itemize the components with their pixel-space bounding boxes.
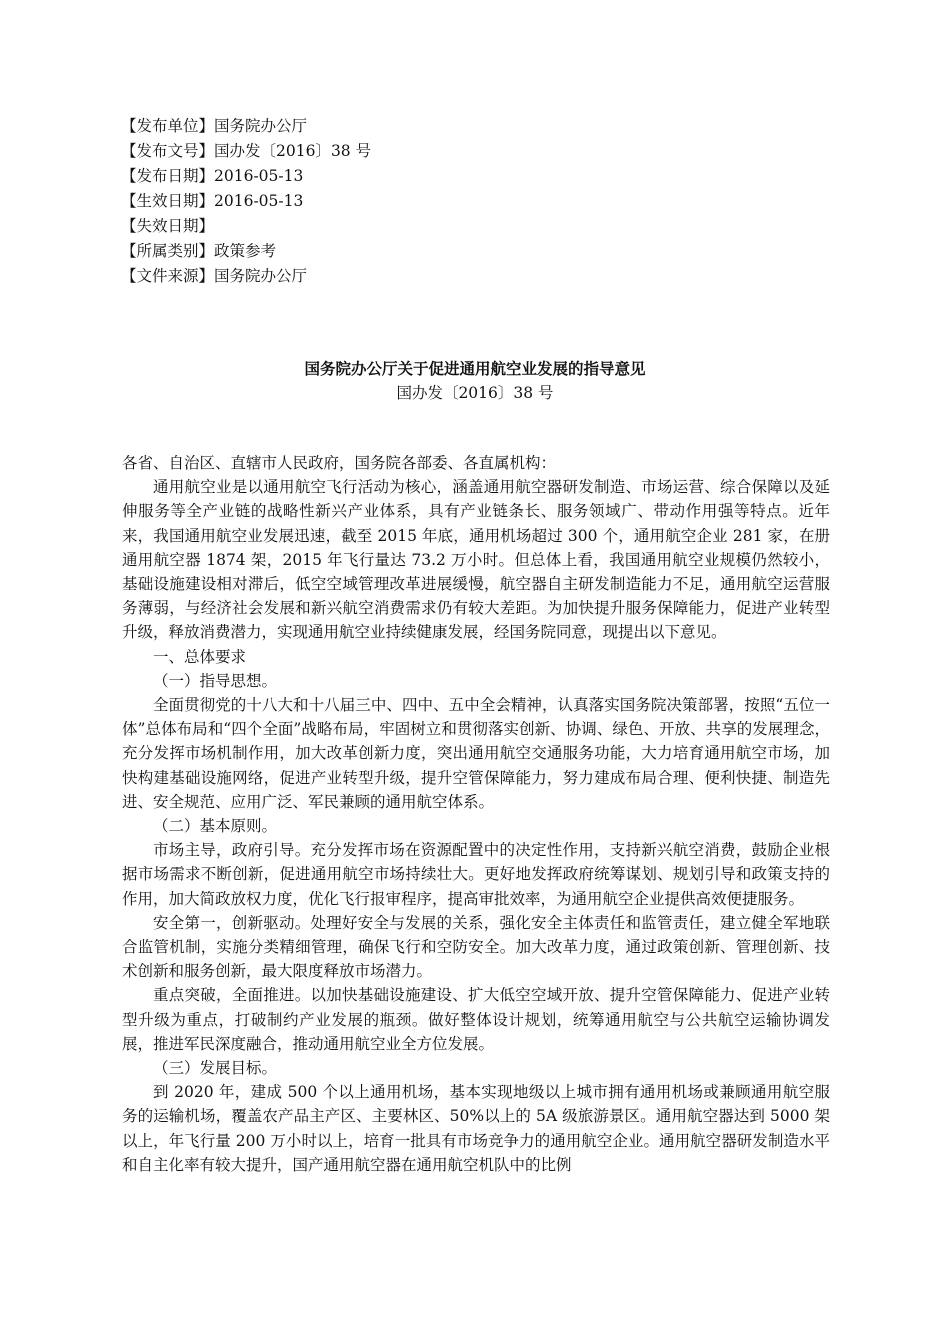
body-paragraph: 重点突破，全面推进。以加快基础设施建设、扩大低空空域开放、提升空管保障能力、促进产业转型升级为重点，打破制约产业发展的瓶颈。做好整体设计规划，统筹通用航空与公共航空运输协调发展，推进军民深度融合，推动通用航空业全方位发展。 xyxy=(122,986,830,1053)
subsection-heading: （二）基本原则。 xyxy=(153,817,278,836)
salutation: 各省、自治区、直辖市人民政府，国务院各部委、各直属机构： xyxy=(122,454,557,472)
meta-category: 【所属类别】政策参考 xyxy=(121,242,277,260)
body-paragraph: 到 2020 年，建成 500 个以上通用机场，基本实现地级以上城市拥有通用机场或兼顾通用航空服务的运输机场，覆盖农产品主产区、主要林区、50%以上的 5A 级旅游景区。通用航空器达到 5000 架以上，年飞行量 200 万小时以上，培育一批具有市场竞争力的通用航空企业。通用航空器研发制造水平和自主化率有较大提升，国产通用航空器在通用航空机队中的比例 xyxy=(122,1083,830,1174)
metadata-block xyxy=(121,114,371,289)
meta-effective-date: 【生效日期】2016-05-13 xyxy=(121,192,304,210)
document-body xyxy=(122,451,830,1177)
body-paragraph: 市场主导，政府引导。充分发挥市场在资源配置中的决定性作用，支持新兴航空消费，鼓励企业根据市场需求不断创新，促进通用航空市场持续壮大。更好地发挥政府统筹谋划、规划引导和政策支持的作用，加大简政放权力度，优化飞行报审程序，提高审批效率，为通用航空企业提供高效便捷服务。 xyxy=(122,841,830,908)
meta-publish-date: 【发布日期】2016-05-13 xyxy=(121,167,304,185)
section-heading: 一、总体要求 xyxy=(153,647,247,666)
meta-publisher: 【发布单位】国务院办公厅 xyxy=(121,117,308,135)
subsection-heading: （三）发展目标。 xyxy=(153,1059,278,1078)
body-paragraph: 安全第一，创新驱动。处理好安全与发展的关系，强化安全主体责任和监管责任，建立健全军地联合监管机制，实施分类精细管理，确保飞行和空防安全。加大改革力度，通过政策创新、管理创新、技术创新和服务创新，最大限度释放市场潜力。 xyxy=(122,913,830,981)
subsection-heading: （一）指导思想。 xyxy=(153,671,278,690)
title-block xyxy=(0,357,950,405)
meta-expiry-date: 【失效日期】 xyxy=(121,217,215,235)
meta-doc-number: 【发布文号】国办发〔2016〕38 号 xyxy=(121,142,372,160)
document-title: 国务院办公厅关于促进通用航空业发展的指导意见 xyxy=(304,360,646,378)
document-number: 国办发〔2016〕38 号 xyxy=(396,384,554,402)
intro-paragraph: 通用航空业是以通用航空飞行活动为核心，涵盖通用航空器研发制造、市场运营、综合保障以及延伸服务等全产业链的战略性新兴产业体系，具有产业链条长、服务领域广、带动作用强等特点。近年来，我国通用航空业发展迅速，截至 2015 年底，通用机场超过 300 个，通用航空企业 281 家，在册通用航空器 1874 架，2015 年飞行量达 73.2 万小时。但总体上看，我国通用航空业规模仍然较小，基础设施建设相对滞后，低空空域管理改革进展缓慢，航空器自主研发制造能力不足，通用航空运营服务薄弱，与经济社会发展和新兴航空消费需求仍有较大差距。为加快提升服务保障能力，促进产业转型升级，释放消费潜力，实现通用航空业持续健康发展，经国务院同意，现提出以下意见。 xyxy=(122,478,830,642)
meta-source: 【文件来源】国务院办公厅 xyxy=(121,267,308,285)
body-paragraph: 全面贯彻党的十八大和十八届三中、四中、五中全会精神，认真落实国务院决策部署，按照“五位一体”总体布局和“四个全面”战略布局，牢固树立和贯彻落实创新、协调、绿色、开放、共享的发展理念，充分发挥市场机制作用，加大改革创新力度，突出通用航空交通服务功能，大力培育通用航空市场，加快构建基础设施网络，促进产业转型升级，提升空管保障能力，努力建成布局合理、便利快捷、制造先进、安全规范、应用广泛、军民兼顾的通用航空体系。 xyxy=(122,696,830,811)
